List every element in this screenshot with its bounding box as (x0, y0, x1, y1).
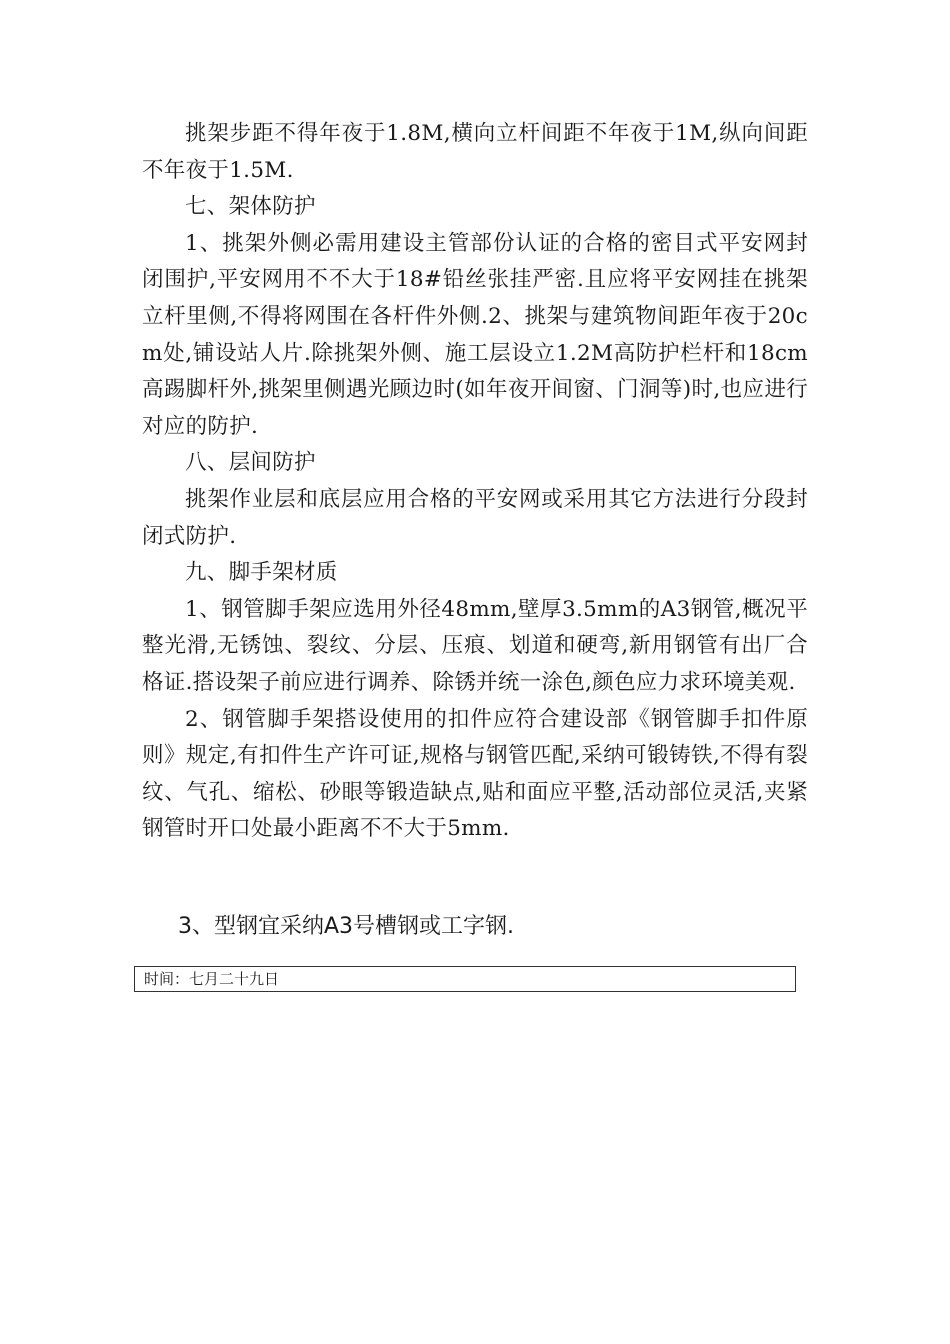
footer-date-label: 时间：七月二十九日 (144, 970, 280, 988)
heading-scaffold-material: 九、脚手架材质 (185, 560, 338, 586)
paragraph-steel-pipe: 1、钢管脚手架应选用外径48mm,壁厚3.5mm的A3钢管,概况平整光滑,无锈蚀、裂纹、分层、压痕、划道和硬弯,新用钢管有出厂合格证.搭设架子前应进行调养、除锈并统一涂色,颜色应力求环境美观. (142, 596, 808, 695)
heading-frame-protection: 七、架体防护 (185, 194, 316, 220)
paragraph-section-steel: 3、型钢宜采纳A3号槽钢或工字钢. (178, 914, 515, 939)
paragraph-floor-protection: 挑架作业层和底层应用合格的平安网或采用其它方法进行分段封闭式防护. (142, 486, 808, 549)
paragraph-scaffold-spacing: 挑架步距不得年夜于1.8M,横向立杆间距不年夜于1M,纵向间距不年夜于1.5M. (142, 121, 808, 183)
paragraph-frame-protection: 1、挑架外侧必需用建设主管部份认证的合格的密目式平安网封闭围护,平安网用不不大于18#铅丝张挂严密.且应将平安网挂在挑架立杆里侧,不得将网围在各杆件外侧.2、挑架与建筑物间距年夜于20cm处,铺设站人片.除挑架外侧、施工层设立1.2M高防护栏杆和18cm高踢脚杆外,挑架里侧遇光顾边时(如年夜开间窗、门洞等)时,也应进行对应的防护. (142, 230, 808, 439)
heading-floor-protection: 八、层间防护 (185, 450, 316, 476)
footer-date-box (134, 966, 796, 992)
paragraph-fasteners: 2、钢管脚手架搭设使用的扣件应符合建设部《钢管脚手扣件原则》规定,有扣件生产许可证,规格与钢管匹配,采纳可锻铸铁,不得有裂纹、气孔、缩松、砂眼等锻造缺点,贴和面应平整,活动部位灵活,夹紧钢管时开口处最小距离不不大于5mm. (142, 706, 808, 842)
body-text (142, 116, 808, 848)
